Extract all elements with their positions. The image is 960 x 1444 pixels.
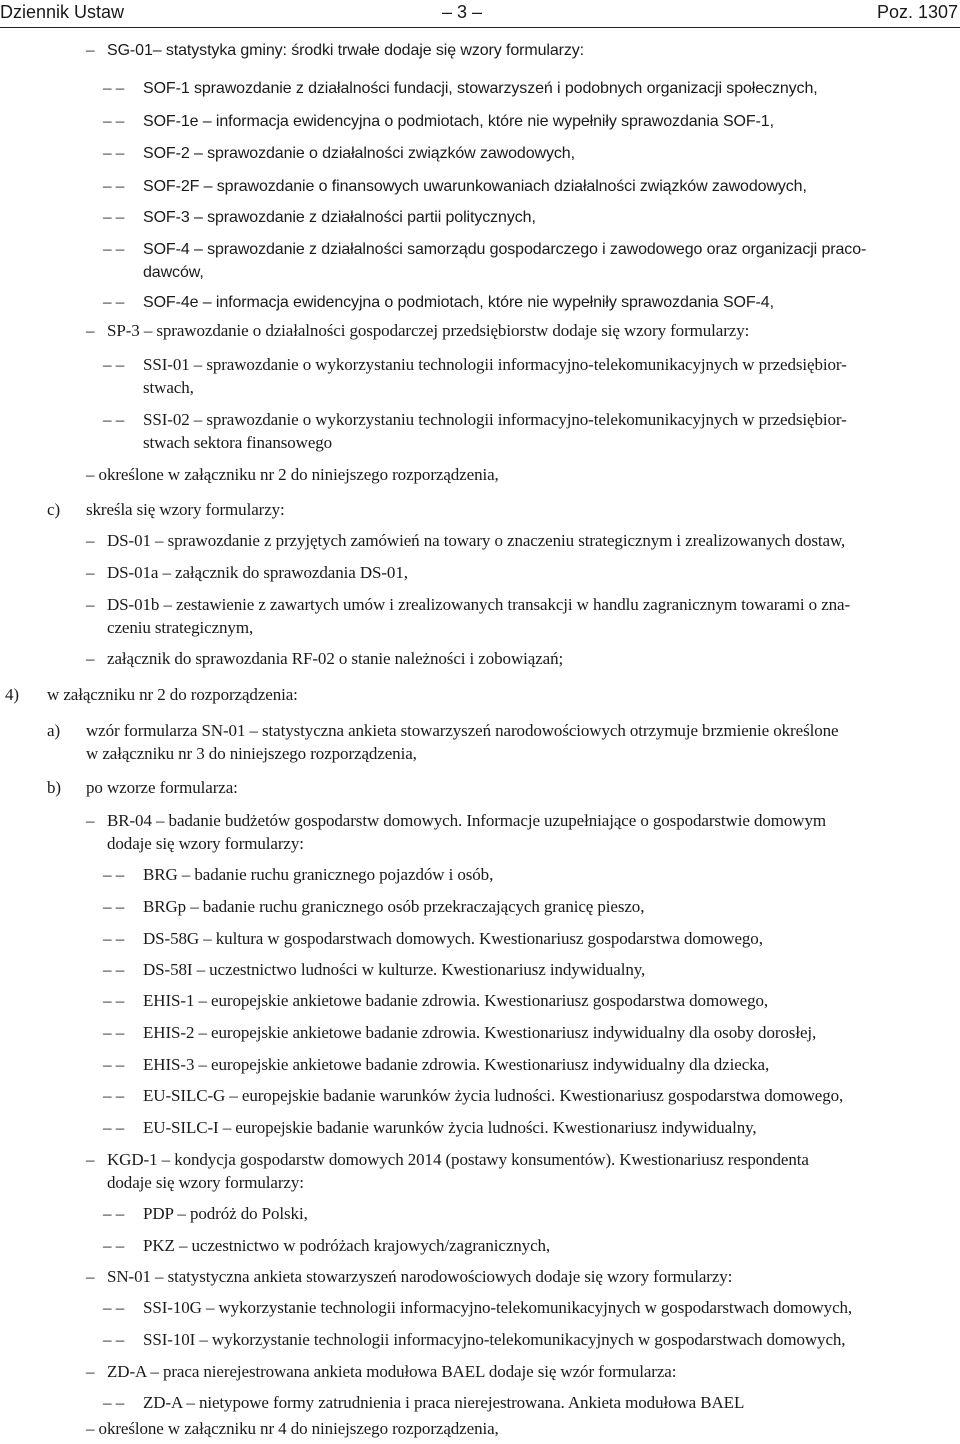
- double-dash-marker: – –: [103, 897, 125, 916]
- double-dash-marker: – –: [103, 1393, 125, 1412]
- double-dash-marker: – –: [103, 960, 125, 979]
- page-header: [0, 0, 960, 28]
- text-line: PKZ – uczestnictwo w podróżach krajowych/zagranicznych,: [143, 1236, 551, 1255]
- dash-marker: –: [86, 40, 95, 59]
- double-dash-marker: – –: [103, 111, 125, 130]
- double-dash-marker: – –: [103, 1204, 125, 1223]
- double-dash-marker: – –: [103, 292, 125, 311]
- double-dash-marker: – –: [103, 865, 125, 884]
- double-dash-marker: – –: [103, 78, 125, 97]
- text-line: – określone w załączniku nr 4 do niniejszego rozporządzenia,: [86, 1419, 499, 1438]
- text-line: SSI-10G – wykorzystanie technologii informacyjno-telekomunikacyjnych w gospodarstwach domowych,: [143, 1298, 853, 1317]
- text-line: SSI-01 – sprawozdanie o wykorzystaniu technologii informacyjno-telekomunikacyjnych w przedsiębior-: [143, 355, 847, 374]
- double-dash-marker: – –: [103, 929, 125, 948]
- text-line: załącznik do sprawozdania RF-02 o stanie należności i zobowiązań;: [107, 649, 564, 668]
- dash-marker: –: [86, 531, 95, 550]
- double-dash-marker: – –: [103, 143, 125, 162]
- text-line: PDP – podróż do Polski,: [143, 1204, 308, 1223]
- text-line: SOF-4 – sprawozdanie z działalności samorządu gospodarczego i zawodowego oraz organizacji praco-: [143, 241, 867, 258]
- list-marker: a): [47, 721, 61, 740]
- double-dash-marker: – –: [103, 1298, 125, 1317]
- dash-marker: –: [86, 321, 95, 340]
- text-line: czeniu strategicznym,: [107, 618, 254, 637]
- text-line: SSI-02 – sprawozdanie o wykorzystaniu technologii informacyjno-telekomunikacyjnych w przedsiębior-: [143, 410, 847, 429]
- double-dash-marker: – –: [103, 355, 125, 374]
- text-line: EHIS-3 – europejskie ankietowe badanie zdrowia. Kwestionariusz indywidualny dla dziecka,: [143, 1055, 770, 1074]
- dash-marker: –: [86, 563, 95, 582]
- text-line: KGD-1 – kondycja gospodarstw domowych 2014 (postawy konsumentów). Kwestionariusz respondenta: [107, 1150, 809, 1169]
- double-dash-marker: – –: [103, 239, 125, 258]
- text-line: SOF-2F – sprawozdanie o finansowych uwarunkowaniach działalności związków zawodowych,: [143, 178, 807, 195]
- text-line: w załączniku nr 2 do rozporządzenia:: [47, 685, 298, 704]
- text-line: SOF-1 sprawozdanie z działalności fundacji, stowarzyszeń i podobnych organizacji społecznych,: [143, 80, 818, 97]
- double-dash-marker: – –: [103, 1055, 125, 1074]
- text-line: po wzorze formularza:: [86, 778, 238, 797]
- publication-name: Dziennik Ustaw: [0, 2, 125, 22]
- double-dash-marker: – –: [103, 1023, 125, 1042]
- text-line: EHIS-2 – europejskie ankietowe badanie zdrowia. Kwestionariusz indywidualny dla osoby dorosłej,: [143, 1023, 817, 1042]
- text-line: skreśla się wzory formularzy:: [86, 500, 285, 519]
- text-line: BRGp – badanie ruchu granicznego osób przekraczających granicę pieszo,: [143, 897, 645, 916]
- text-line: DS-58G – kultura w gospodarstwach domowych. Kwestionariusz gospodarstwa domowego,: [143, 929, 763, 948]
- double-dash-marker: – –: [103, 176, 125, 195]
- text-line: EU-SILC-G – europejskie badanie warunków życia ludności. Kwestionariusz gospodarstwa domowego,: [143, 1086, 844, 1105]
- text-line: stwach sektora finansowego: [143, 433, 333, 452]
- text-line: SN-01 – statystyczna ankieta stowarzyszeń narodowościowych dodaje się wzory formularzy:: [107, 1267, 733, 1286]
- text-line: ZD-A – praca nierejestrowana ankieta modułowa BAEL dodaje się wzór formularza:: [107, 1362, 677, 1381]
- dash-marker: –: [86, 1362, 95, 1381]
- double-dash-marker: – –: [103, 1086, 125, 1105]
- text-line: EU-SILC-I – europejskie badanie warunków życia ludności. Kwestionariusz indywidualny,: [143, 1118, 757, 1137]
- text-line: stwach,: [143, 378, 194, 397]
- text-line: SOF-1e – informacja ewidencyjna o podmiotach, które nie wypełniły sprawozdania SOF-1,: [143, 113, 774, 130]
- text-line: ZD-A – nietypowe formy zatrudnienia i praca nierejestrowana. Ankieta modułowa BAEL: [143, 1393, 745, 1412]
- text-line: dodaje się wzory formularzy:: [107, 1173, 304, 1192]
- list-marker: b): [47, 778, 61, 797]
- position-number: Poz. 1307: [876, 2, 958, 22]
- text-line: BR-04 – badanie budżetów gospodarstw domowych. Informacje uzupełniające o gospodarstwie domowym: [107, 811, 826, 830]
- text-line: DS-58I – uczestnictwo ludności w kulturze. Kwestionariusz indywidualny,: [143, 960, 646, 979]
- page-number: – 3 –: [442, 2, 483, 22]
- list-marker: 4): [5, 685, 19, 704]
- list-marker: c): [47, 500, 61, 519]
- text-line: BRG – badanie ruchu granicznego pojazdów i osób,: [143, 865, 494, 884]
- text-line: dodaje się wzory formularzy:: [107, 834, 304, 853]
- dash-marker: –: [86, 1150, 95, 1169]
- text-line: SOF-4e – informacja ewidencyjna o podmiotach, które nie wypełniły sprawozdania SOF-4,: [143, 294, 774, 311]
- double-dash-marker: – –: [103, 410, 125, 429]
- text-line: DS-01 – sprawozdanie z przyjętych zamówień na towary o znaczeniu strategicznym i zrealizowanych dostaw,: [107, 531, 846, 550]
- double-dash-marker: – –: [103, 1118, 125, 1137]
- dash-marker: –: [86, 811, 95, 830]
- text-line: SOF-2 – sprawozdanie o działalności związków zawodowych,: [143, 145, 575, 162]
- double-dash-marker: – –: [103, 207, 125, 226]
- double-dash-marker: – –: [103, 991, 125, 1010]
- text-line: SP-3 – sprawozdanie o działalności gospodarczej przedsiębiorstw dodaje się wzory formularzy:: [107, 321, 750, 340]
- text-line: SG-01– statystyka gminy: środki trwałe dodaje się wzory formularzy:: [107, 42, 585, 59]
- text-line: EHIS-1 – europejskie ankietowe badanie zdrowia. Kwestionariusz gospodarstwa domowego,: [143, 991, 769, 1010]
- double-dash-marker: – –: [103, 1330, 125, 1349]
- text-line: w załączniku nr 3 do niniejszego rozporządzenia,: [86, 744, 417, 763]
- text-line: dawców,: [143, 264, 204, 281]
- text-line: DS-01a – załącznik do sprawozdania DS-01,: [107, 563, 408, 582]
- dash-marker: –: [86, 649, 95, 668]
- text-line: SOF-3 – sprawozdanie z działalności partii politycznych,: [143, 209, 536, 226]
- text-line: wzór formularza SN-01 – statystyczna ankieta stowarzyszeń narodowościowych otrzymuje brzmienie określone: [86, 721, 839, 740]
- text-line: – określone w załączniku nr 2 do niniejszego rozporządzenia,: [86, 465, 499, 484]
- text-line: DS-01b – zestawienie z zawartych umów i zrealizowanych transakcji w handlu zagranicznym towarami o zna-: [107, 595, 851, 614]
- dash-marker: –: [86, 1267, 95, 1286]
- dash-marker: –: [86, 595, 95, 614]
- text-line: SSI-10I – wykorzystanie technologii informacyjno-telekomunikacyjnych w gospodarstwach domowych,: [143, 1330, 846, 1349]
- double-dash-marker: – –: [103, 1236, 125, 1255]
